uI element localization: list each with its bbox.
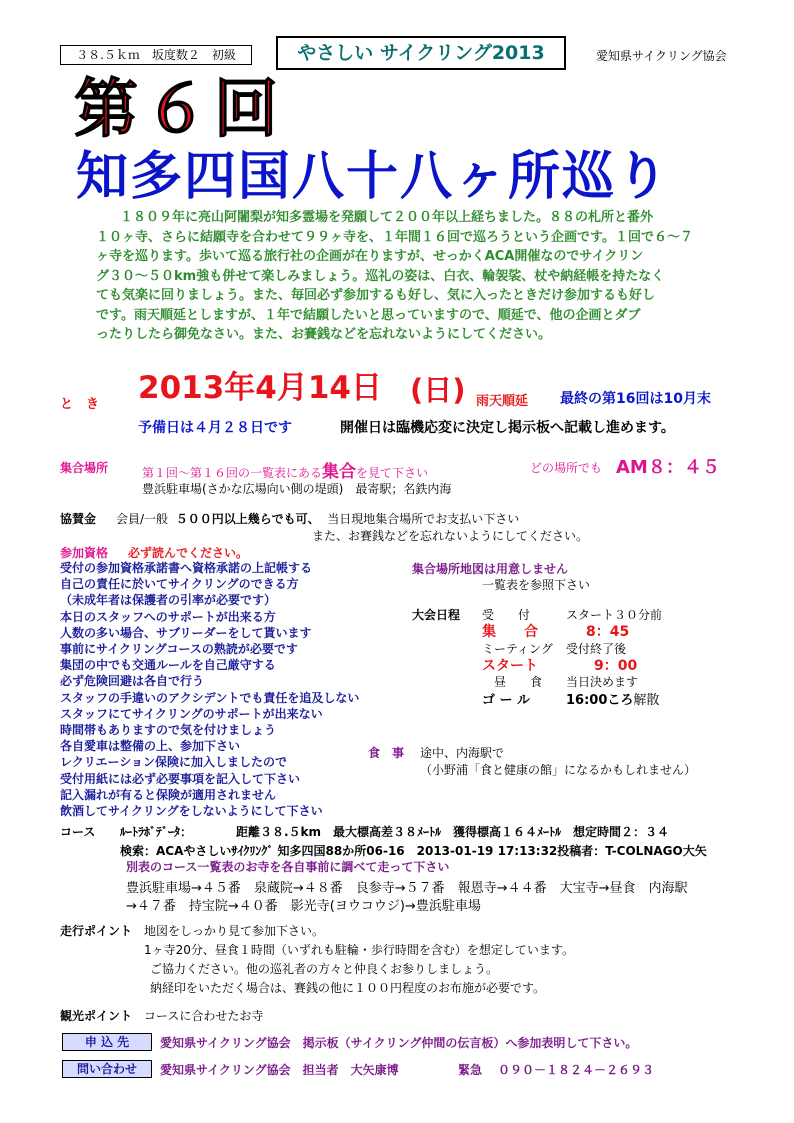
- course-label: コース: [60, 825, 96, 839]
- intro-line: １８０９年に亮山阿闍梨が知多霊場を発願して２００年以上経ちました。８８の札所と番外: [120, 210, 654, 225]
- schedule-key-goal: ゴ ー ル: [482, 693, 531, 708]
- schedule-key-start: スタート: [482, 658, 538, 674]
- schedule-val-lunch: 当日決めます: [566, 675, 639, 689]
- intro-text: [96, 208, 693, 345]
- meeting-text-a: 第１回～第１６回の一覧表にある: [142, 466, 323, 480]
- qualification-item: レクリエーション保険に加入しましたので: [60, 755, 288, 770]
- meeting-place: 豊浜駐車場(さかな広場向い側の堤頭) 最寄駅；名鉄内海: [142, 482, 452, 496]
- schedule-val-goal: [566, 689, 659, 708]
- urgent-label: 緊急: [458, 1063, 483, 1077]
- intro-line: ったりしたら御免なさい。また、お賽銭などを忘れないようにしてください。: [96, 327, 552, 342]
- schedule-val-meet: 8：45: [586, 624, 630, 640]
- event-date: 2013年4月14日: [138, 370, 382, 406]
- fee-member: 会員/一般: [116, 512, 169, 526]
- goal-time: 16:00ころ: [566, 693, 634, 708]
- qualification-item: 受付の参加資格承諾書へ資格承諾の上記帳する: [60, 561, 313, 575]
- qualification-list: [60, 560, 359, 819]
- schedule-key-reception: 受 付: [482, 608, 531, 622]
- route-label: ﾙｰﾄﾗﾎﾞﾃﾞｰﾀ：: [120, 825, 193, 839]
- apply-text: 愛知県サイクリング協会 掲示板（サイクリング仲間の伝言板）へ参加表明して下さい。: [160, 1036, 638, 1050]
- intro-line: グ３０～５０km強も併せて楽しみましょう。巡礼の姿は、白衣、輪袈裟、杖や納経帳を持たなく: [96, 268, 665, 284]
- meal-line2: （小野浦「食と健康の館」になるかもしれません）: [420, 763, 697, 777]
- contact-label: 問い合わせ: [62, 1060, 152, 1078]
- schedule-key-meet: 集 合: [482, 624, 538, 640]
- urgent-phone: ０９０－１８２４－２６９３: [498, 1063, 655, 1077]
- intro-line: ても気楽に回りましょう。また、毎回必ず参加するも好し、気に入ったときだけ参加するも好し: [96, 288, 656, 303]
- contact-text: 愛知県サイクリング協会 担当者 大矢康博: [160, 1063, 399, 1077]
- qualification-item: 自己の責任に於いてサイクリングのできる方: [60, 577, 299, 592]
- qualification-item: 飲酒してサイクリングをしないようにして下さい: [60, 804, 323, 819]
- qualification-item: 人数の多い場合、サブリーダーをして貰います: [60, 625, 312, 640]
- qualification-item: スタッフにてサイクリングのサポートが出来ない: [60, 706, 323, 721]
- points-line1: 地図をしっかり見て参加下さい。: [144, 924, 325, 938]
- date-label: と き: [60, 397, 100, 412]
- map-note-sub: 一覧表を参照下さい: [482, 578, 591, 592]
- meeting-label: 集合場所: [60, 461, 109, 475]
- schedule-val-start: 9：00: [594, 658, 638, 674]
- intro-line: １０ヶ寺、さらに結願寺を合わせて９９ヶ寺を、１年間１６回で巡ろうという企画です。１回で６～７: [96, 229, 693, 245]
- points-line3: ご協力ください。他の巡礼者の方々と仲良くお参りしましょう。: [150, 962, 499, 976]
- fee-amount: ５００円以上幾らでも可、: [175, 512, 320, 526]
- qualification-item: （未成年者は保護者の引率が必要です）: [60, 593, 277, 608]
- apply-label: 申 込 先: [62, 1033, 152, 1051]
- course-note: 別表のコース一覧表のお寺を各自事前に調べて走って下さい: [126, 860, 450, 874]
- series-title: やさしい サイクリング2013: [276, 36, 566, 70]
- date-decision-note: 開催日は臨機応変に決定し掲示板へ記載し進めます。: [340, 420, 675, 436]
- points-line2: 1ヶ寺20分、昼食１時間（いずれも駐輪・歩行時間を含む）を想定しています。: [144, 943, 574, 957]
- event-weekday: (日): [410, 373, 466, 407]
- organization-name: 愛知県サイクリング協会: [596, 49, 727, 63]
- goal-dismiss: 解散: [633, 693, 660, 708]
- main-title: 知多四国八十八ヶ所巡り: [76, 147, 671, 207]
- qualification-item: 集団の中でも交通ルールを自己厳守する: [60, 658, 276, 673]
- qualification-item: 記入漏れが有ると保険が適用されません: [60, 787, 277, 802]
- points-label: 走行ポイント: [60, 924, 133, 938]
- must-read-note: 必ず読んでください。: [128, 546, 249, 560]
- qualification-item: 時間帯もありますので気を付けましょう: [60, 723, 277, 738]
- sightseeing-label: 観光ポイント: [60, 1009, 133, 1023]
- course-stats: 距離３８.５km 最大標高差３８ﾒｰﾄﾙ 獲得標高１６４ﾒｰﾄﾙ 想定時間２：３４: [236, 825, 670, 839]
- qualification-label: 参加資格: [60, 546, 109, 560]
- fee-label: 協賛金: [60, 512, 97, 526]
- schedule-val-reception: スタート３０分前: [566, 608, 663, 622]
- qualification-item: 本日のスタッフへのサポートが出来る方: [60, 609, 276, 624]
- final-round-note: 最終の第16回は10月末: [560, 391, 711, 407]
- map-note-title: 集合場所地図は用意しません: [412, 562, 569, 576]
- meeting-instruction: [142, 457, 428, 482]
- course-route-1: 豊浜駐車場→４５番 泉蔵院→４８番 良参寺→５７番 報恩寺→４４番 大宝寺→昼食 内海駅: [126, 881, 688, 896]
- qualification-item: 必ず危険回避は各自で行う: [60, 674, 205, 689]
- schedule-val-meeting: 受付終了後: [566, 642, 627, 656]
- meal-line1: 途中、内海駅で: [420, 746, 505, 760]
- qualification-item: 受付用紙には必ず必要事項を記入して下さい: [60, 771, 301, 786]
- fee-line1: [116, 510, 519, 527]
- meeting-text-b: を見て下さい: [356, 466, 429, 480]
- meeting-bold: 集合: [322, 462, 357, 482]
- meeting-time: AM８：４５: [616, 457, 720, 478]
- intro-line: です。雨天順延としますが、１年で結願したいと思っていますので、順延で、他の企画とダブ: [96, 307, 641, 323]
- qualification-item: スタッフの手違いのアクシデントでも責任を追及しない: [60, 690, 360, 705]
- course-route-2: →４７番 持宝院→４０番 影光寺(ヨウコウジ)→豊浜駐車場: [126, 899, 481, 914]
- rain-postpone: 雨天順延: [476, 394, 529, 409]
- meeting-time-prefix: どの場所でも: [530, 461, 603, 475]
- points-line4: 納経印をいただく場合は、賽銭の他に１００円程度のお布施が必要です。: [150, 981, 546, 995]
- schedule-key-lunch: 昼 食: [494, 675, 543, 689]
- reserve-date: 予備日は４月２８日です: [138, 420, 292, 436]
- spec-box: ３８.５ｋｍ 坂度数２ 初級: [60, 45, 252, 65]
- qualification-item: 事前にサイクリングコースの熟読が必要です: [60, 642, 298, 657]
- course-search: 検索：ACAやさしいｻｲｸﾘﾝｸﾞ 知多四国88か所06-16 2013-01-19 17:13:32投稿者：T-COLNAGO大矢: [120, 844, 707, 858]
- sightseeing-text: コースに合わせたお寺: [144, 1009, 264, 1023]
- meal-label: 食 事: [368, 746, 405, 760]
- intro-line: ヶ寺を巡ります。歩いて巡る旅行社の企画が在りますが、せっかくACA開催なのでサイクリン: [96, 249, 644, 264]
- qualification-item: 各自愛車は整備の上、参加下さい: [60, 739, 241, 754]
- schedule-key-meeting: ミーティング: [482, 642, 553, 656]
- schedule-label: 大会日程: [412, 608, 461, 622]
- fee-payment: 当日現地集合場所でお支払い下さい: [327, 512, 520, 526]
- edition-title: 第６回: [74, 73, 284, 147]
- fee-line2: また、お賽銭などを忘れないようにしてください。: [312, 529, 589, 543]
